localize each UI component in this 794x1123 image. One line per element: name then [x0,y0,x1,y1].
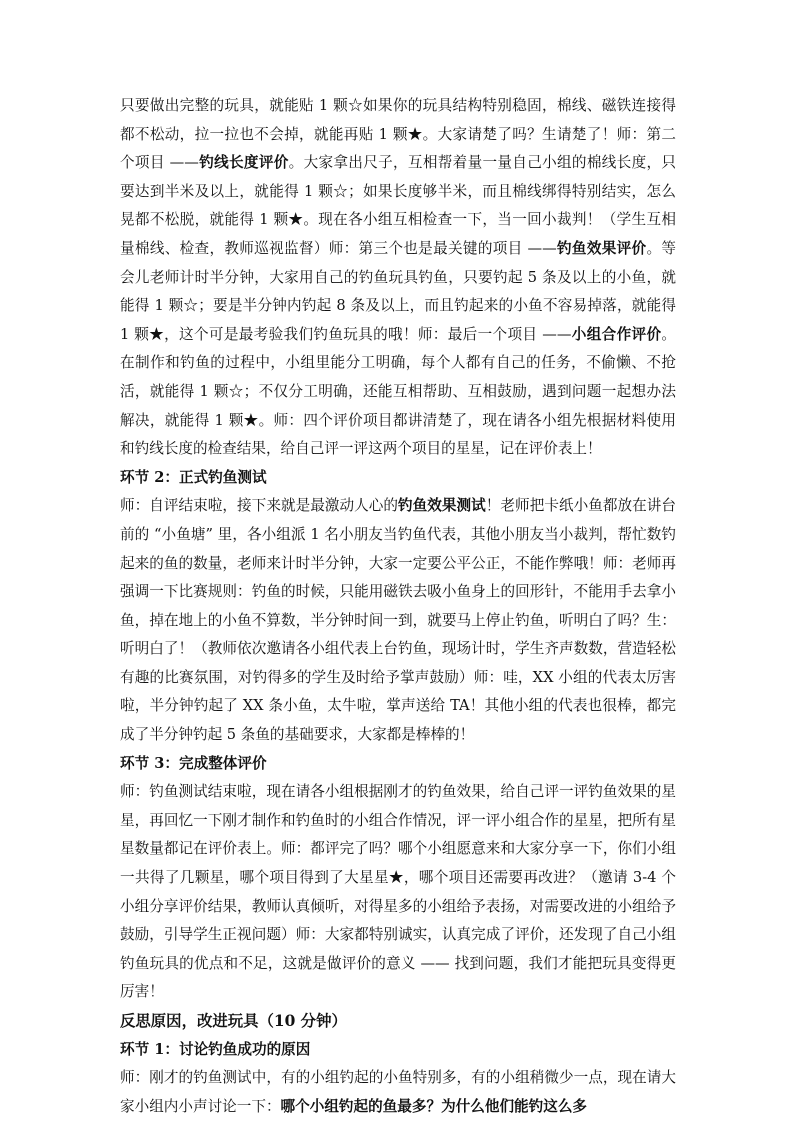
text-run: ！老师把卡纸小鱼都放在讲台前的 “小鱼塘” 里，各小组派 1 名小朋友当钓鱼代表，其他小朋友当小裁判，帮忙数钓起来的鱼的数量，老师来计时半分钟，大家一定要公平公正，不能作弊哦！师：老师再强调一下比赛规则：钓鱼的时候，只能用磁铁去吸小鱼身上的回形针，不能用手去拿小鱼，掉在地上的小鱼不算数，半分钟时间一到，就要马上停止钓鱼，听明白了吗？生：听明白了！（教师依次邀请各小组代表上台钓鱼，现场计时，学生齐声数数，营造轻松有趣的比赛氛围，对钓得多的学生及时给予掌声鼓励）师：哇，XX 小组的代表太厉害啦，半分钟钓起了 XX 条小鱼，太牛啦，掌声送给 TA！其他小组的代表也很棒，都完成了半分钟钓起 5 条鱼的基础要求，大家都是棒棒的！ [120,497,676,744]
text-run: 师：自评结束啦，接下来就是最激动人心的 [120,497,398,515]
paragraph-overall-evaluation: 师：钓鱼测试结束啦，现在请各小组根据刚才的钓鱼效果，给自己评一评钓鱼效果的星星，再回忆一下刚才制作和钓鱼时的小组合作情况，评一评小组合作的星星，把所有星星数量都记在评价表上。师：都评完了吗？哪个小组愿意来和大家分享一下，你们小组一共得了几颗星，哪个项目得到了大星星★，哪个项目还需要再改进？（邀请 3-4 个小组分享评价结果，教师认真倾听，对得星多的小组给予表扬，对需要改进的小组给予鼓励，引导学生正视问题）师：大家都特别诚实，认真完成了评价，还发现了自己小组钓鱼玩具的优点和不足，这就是做评价的意义 —— 找到问题，我们才能把玩具变得更厉害！ [120,783,676,1001]
paragraph-evaluation-items [120,92,676,464]
text-run: 。在制作和钓鱼的过程中，小组里能分工明确，每个人都有自己的任务，不偷懒、不抢活，就能得 1 颗☆；不仅分工明确，还能互相帮助、互相鼓励，遇到问题一起想办法解决，就能得 1 颗★。师：四个评价项目都讲清楚了，现在请各小组先根据材料使用和钓线长度的检查结果，给自己评一评这两个项目的星星，记在评价表上！ [120,325,676,458]
bold-term-line-length: 钓线长度评价 [198,154,289,172]
document-page [120,92,676,1121]
text-run: 只要做出完整的玩具，就能贴 1 颗☆如果你的玩具结构特别稳固，棉线、磁铁连接得都不松动，拉一拉也不会掉，就能再贴 1 颗★。大家请楚了吗？生请楚了！师：第二个项目 —— [120,97,676,172]
heading-step-2: 环节 2：正式钓鱼测试 [120,468,267,486]
heading-step-3: 环节 3：完成整体评价 [120,754,267,772]
heading-section-reflection: 反思原因，改进玩具（10 分钟） [120,1012,347,1030]
bold-question: 哪个小组钓起的鱼最多？为什么他们能钓这么多 [280,1097,588,1115]
text-run: 师：刚才的钓鱼测试中，有的小组钓起的小鱼特别多，有的小组稍微少一点，现在请大家小组内小声讨论一下： [120,1069,676,1115]
bold-term-teamwork: 小组合作评价 [571,325,662,343]
paragraph-discussion [120,1064,676,1121]
paragraph-fishing-test [120,492,676,749]
text-run: 。大家拿出尺子，互相帮着量一量自己小组的棉线长度，只要达到半米及以上，就能得 1 颗☆；如果长度够半米，而且棉线绑得特别结实，怎么晃都不松脱，就能得 1 颗★。现在各小组互相检查一下，当一回小裁判！（学生互相量棉线、检查，教师巡视监督）师：第三个也是最关键的项目 —— [120,154,676,257]
bold-term-fishing-effect: 钓鱼效果评价 [556,239,647,257]
text-run: 。等会儿老师计时半分钟，大家用自己的钓鱼玩具钓鱼，只要钓起 5 条及以上的小鱼，就能得 1 颗☆；要是半分钟内钓起 8 条及以上，而且钓起来的小鱼不容易掉落，就能得 1 颗★，这个可是最考验我们钓鱼玩具的哦！师：最后一个项目 —— [120,239,676,343]
heading-step-1: 环节 1：讨论钓鱼成功的原因 [120,1040,311,1058]
bold-term-fishing-test: 钓鱼效果测试 [398,497,486,515]
